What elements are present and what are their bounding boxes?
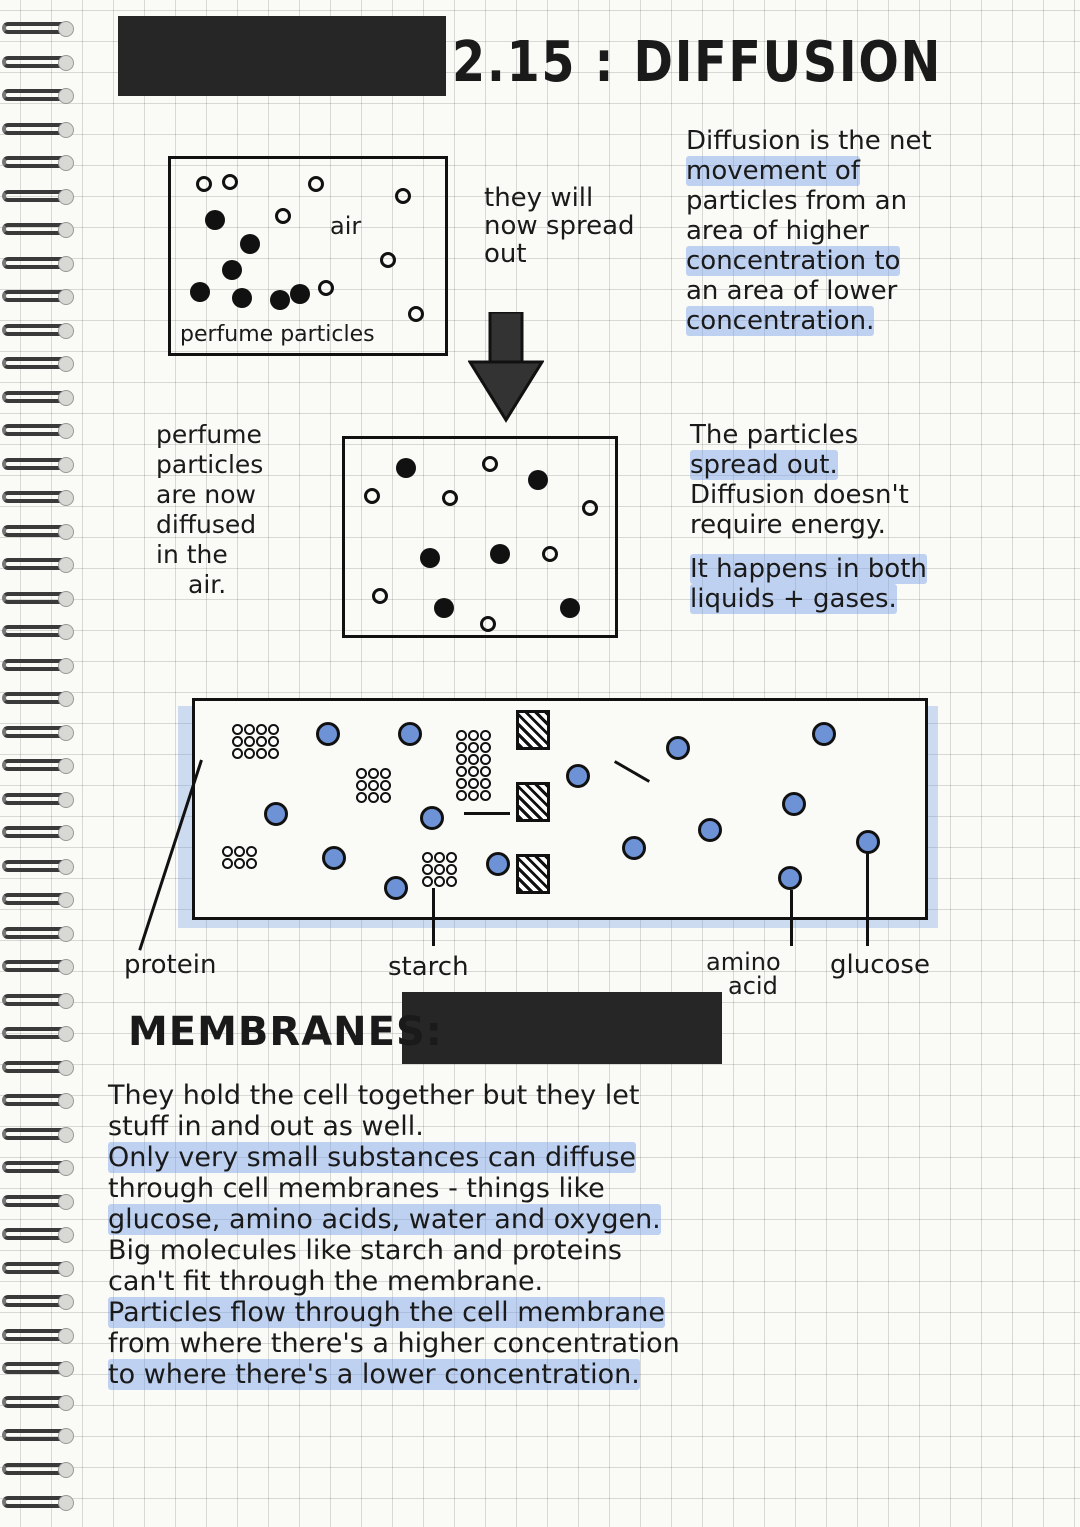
spiral-hole xyxy=(58,155,74,171)
spiral-hole xyxy=(58,1328,74,1344)
small-molecule xyxy=(778,866,802,890)
perfume-particle xyxy=(364,488,380,504)
small-molecule xyxy=(322,846,346,870)
cluster-bead xyxy=(456,766,467,777)
cluster-bead xyxy=(256,748,267,759)
cluster-bead xyxy=(368,768,379,779)
fact-line: require energy. xyxy=(690,510,886,540)
spiral-hole xyxy=(58,222,74,238)
perfume-particle xyxy=(205,210,225,230)
cluster-bead xyxy=(256,724,267,735)
spiral-hole xyxy=(58,1395,74,1411)
starch-molecule xyxy=(456,730,492,801)
spiral-hole xyxy=(58,1194,74,1210)
small-molecule xyxy=(622,836,646,860)
perfume-particle xyxy=(240,234,260,254)
fact-line: spread out. xyxy=(690,450,838,480)
spiral-hole xyxy=(58,1127,74,1143)
cluster-bead xyxy=(232,724,243,735)
spiral-hole xyxy=(58,122,74,138)
cluster-bead xyxy=(456,778,467,789)
small-molecule xyxy=(384,876,408,900)
amino-label-line: amino xyxy=(706,948,781,976)
spiral-hole xyxy=(58,189,74,205)
membranes-line: Big molecules like starch and proteins xyxy=(108,1235,622,1266)
cluster-bead xyxy=(380,768,391,779)
perfume-particle xyxy=(395,188,411,204)
membranes-line: stuff in and out as well. xyxy=(108,1111,424,1142)
spiral-hole xyxy=(58,390,74,406)
cluster-bead xyxy=(356,792,367,803)
movement-arrow xyxy=(464,812,510,815)
small-molecule xyxy=(264,802,288,826)
diffused-note xyxy=(156,420,263,600)
spiral-hole xyxy=(58,926,74,942)
membrane-segment xyxy=(516,854,550,894)
membrane-segment xyxy=(516,710,550,750)
membranes-line: Only very small substances can diffuse xyxy=(108,1142,637,1173)
small-molecule xyxy=(698,818,722,842)
spiral-hole xyxy=(58,624,74,640)
fact-line: liquids + gases. xyxy=(690,584,897,614)
perfume-particle xyxy=(480,616,496,632)
redacted-block-top xyxy=(118,16,446,96)
cluster-bead xyxy=(232,736,243,747)
spiral-hole xyxy=(58,1160,74,1176)
spread-note-line: they will xyxy=(484,183,594,213)
cluster-bead xyxy=(468,778,479,789)
fact-line: The particles xyxy=(690,420,859,450)
membranes-line: They hold the cell together but they let xyxy=(108,1080,640,1111)
perfume-particle xyxy=(582,500,598,516)
spiral-hole xyxy=(58,21,74,37)
cluster-bead xyxy=(244,748,255,759)
glucose-label: glucose xyxy=(830,950,930,980)
perfume-particle xyxy=(542,546,558,562)
spiral-hole xyxy=(58,1428,74,1444)
cluster-bead xyxy=(480,742,491,753)
cluster-bead xyxy=(468,754,479,765)
cluster-bead xyxy=(422,852,433,863)
spiral-hole xyxy=(58,658,74,674)
perfume-particle xyxy=(222,174,238,190)
cluster-bead xyxy=(232,748,243,759)
fact-line: It happens in both xyxy=(690,554,927,584)
definition-line: particles from an xyxy=(686,186,908,216)
cluster-bead xyxy=(422,876,433,887)
perfume-particle xyxy=(290,284,310,304)
perfume-particle xyxy=(490,544,510,564)
spiral-hole xyxy=(58,55,74,71)
cluster-bead xyxy=(256,736,267,747)
cluster-bead xyxy=(222,846,233,857)
perfume-particle xyxy=(196,176,212,192)
diffused-note-line: in the xyxy=(156,540,228,569)
pointer-line-starch xyxy=(432,888,435,946)
cluster-bead xyxy=(480,730,491,741)
spiral-hole xyxy=(58,725,74,741)
definition-line: Diffusion is the net xyxy=(686,126,932,156)
small-molecule xyxy=(486,852,510,876)
protein-molecule xyxy=(232,724,280,759)
spiral-hole xyxy=(58,1060,74,1076)
diffusion-facts xyxy=(690,420,927,614)
definition-line: movement of xyxy=(686,156,860,186)
spiral-hole xyxy=(58,792,74,808)
cluster-bead xyxy=(468,766,479,777)
pointer-line-glucose xyxy=(866,852,869,946)
cluster-bead xyxy=(434,852,445,863)
diffused-note-line: diffused xyxy=(156,510,257,539)
acid-label-line: acid xyxy=(728,972,778,1000)
spiral-hole xyxy=(58,959,74,975)
spiral-hole xyxy=(58,825,74,841)
cluster-bead xyxy=(246,858,257,869)
spiral-hole xyxy=(58,1093,74,1109)
starch-label: starch xyxy=(388,952,469,982)
perfume-particle xyxy=(482,456,498,472)
spiral-hole xyxy=(58,691,74,707)
cluster-bead xyxy=(356,780,367,791)
cluster-bead xyxy=(368,792,379,803)
spiral-hole xyxy=(58,423,74,439)
small-molecule xyxy=(398,722,422,746)
perfume-particle xyxy=(528,470,548,490)
air-label: air xyxy=(330,212,362,240)
cluster-bead xyxy=(446,864,457,875)
membranes-heading: MEMBRANES: xyxy=(128,1009,443,1055)
cluster-bead xyxy=(446,876,457,887)
cluster-bead xyxy=(456,790,467,801)
fact-line: Diffusion doesn't xyxy=(690,480,909,510)
spiral-hole xyxy=(58,591,74,607)
membranes-line: can't fit through the membrane. xyxy=(108,1266,544,1297)
page-title: 2.15 : DIFFUSION xyxy=(452,30,943,95)
spiral-hole xyxy=(58,1462,74,1478)
cluster-bead xyxy=(244,724,255,735)
definition-line: area of higher xyxy=(686,216,869,246)
membranes-line: glucose, amino acids, water and oxygen. xyxy=(108,1204,661,1235)
cluster-bead xyxy=(480,766,491,777)
perfume-particle xyxy=(434,598,454,618)
cluster-bead xyxy=(434,876,445,887)
small-molecule xyxy=(316,722,340,746)
cluster-bead xyxy=(356,768,367,779)
small-molecule xyxy=(782,792,806,816)
cluster-bead xyxy=(456,754,467,765)
perfume-particle xyxy=(275,208,291,224)
cluster-bead xyxy=(368,780,379,791)
membranes-paragraph xyxy=(108,1080,1048,1390)
cluster-bead xyxy=(422,864,433,875)
diffused-note-line: air. xyxy=(188,570,227,599)
spiral-hole xyxy=(58,557,74,573)
spread-note-line: now spread xyxy=(484,211,635,241)
cluster-bead xyxy=(456,742,467,753)
membrane-segment xyxy=(516,782,550,822)
cluster-bead xyxy=(380,792,391,803)
spiral-hole xyxy=(58,323,74,339)
spiral-hole xyxy=(58,256,74,272)
perfume-particle xyxy=(222,260,242,280)
cluster-bead xyxy=(468,742,479,753)
diffused-note-line: are now xyxy=(156,480,256,509)
diffusion-definition xyxy=(686,126,932,336)
spiral-hole xyxy=(58,1361,74,1377)
cluster-bead xyxy=(434,864,445,875)
small-molecule xyxy=(856,830,880,854)
spiral-binding xyxy=(0,0,80,1527)
spread-note xyxy=(484,184,635,268)
diffused-note-line: particles xyxy=(156,450,264,479)
spiral-hole xyxy=(58,1261,74,1277)
spiral-hole xyxy=(58,993,74,1009)
small-molecule xyxy=(420,806,444,830)
spiral-hole xyxy=(58,490,74,506)
cluster-bead xyxy=(268,736,279,747)
cluster-bead xyxy=(468,730,479,741)
cluster-bead xyxy=(268,724,279,735)
cluster-bead xyxy=(222,858,233,869)
perfume-particle xyxy=(380,252,396,268)
cluster-bead xyxy=(468,790,479,801)
cluster-bead xyxy=(446,852,457,863)
definition-line: concentration. xyxy=(686,306,875,336)
small-molecule xyxy=(666,736,690,760)
cluster-bead xyxy=(480,754,491,765)
membranes-line: to where there's a lower concentration. xyxy=(108,1359,640,1390)
spiral-hole xyxy=(58,524,74,540)
perfume-particle xyxy=(420,548,440,568)
cluster-bead xyxy=(234,858,245,869)
perfume-particle xyxy=(396,458,416,478)
membranes-line: from where there's a higher concentration xyxy=(108,1328,680,1359)
cluster-bead xyxy=(268,748,279,759)
cluster-bead xyxy=(244,736,255,747)
membranes-line: through cell membranes - things like xyxy=(108,1173,605,1204)
cluster-bead xyxy=(480,790,491,801)
spread-note-line: out xyxy=(484,239,527,269)
perfume-particle xyxy=(560,598,580,618)
perfume-particles-label: perfume particles xyxy=(180,322,375,347)
spiral-hole xyxy=(58,356,74,372)
perfume-particle xyxy=(308,176,324,192)
diffused-note-line: perfume xyxy=(156,420,262,449)
amino-acid-label xyxy=(706,950,781,998)
perfume-particle xyxy=(442,490,458,506)
spiral-hole xyxy=(58,289,74,305)
down-arrow-icon xyxy=(468,312,544,424)
definition-line: an area of lower xyxy=(686,276,898,306)
cluster-bead xyxy=(380,780,391,791)
cluster-bead xyxy=(246,846,257,857)
spiral-hole xyxy=(58,859,74,875)
cluster-bead xyxy=(456,730,467,741)
small-molecule xyxy=(566,764,590,788)
spiral-hole xyxy=(58,1495,74,1511)
protein-molecule xyxy=(222,846,258,869)
pointer-line-amino xyxy=(790,890,793,946)
cluster-bead xyxy=(480,778,491,789)
starch-molecule xyxy=(422,852,458,887)
spiral-hole xyxy=(58,457,74,473)
perfume-particle xyxy=(408,306,424,322)
redacted-block-membranes xyxy=(402,992,722,1064)
small-molecule xyxy=(812,722,836,746)
perfume-particle xyxy=(232,288,252,308)
spiral-hole xyxy=(58,1026,74,1042)
perfume-particle xyxy=(318,280,334,296)
spiral-hole xyxy=(58,758,74,774)
perfume-particle xyxy=(372,588,388,604)
spiral-hole xyxy=(58,892,74,908)
spiral-hole xyxy=(58,1294,74,1310)
spiral-hole xyxy=(58,1227,74,1243)
perfume-particle xyxy=(190,282,210,302)
membranes-line: Particles flow through the cell membrane xyxy=(108,1297,665,1328)
definition-line: concentration to xyxy=(686,246,901,276)
starch-molecule xyxy=(356,768,392,803)
spiral-hole xyxy=(58,88,74,104)
cluster-bead xyxy=(234,846,245,857)
perfume-particle xyxy=(270,290,290,310)
protein-label: protein xyxy=(124,950,217,980)
